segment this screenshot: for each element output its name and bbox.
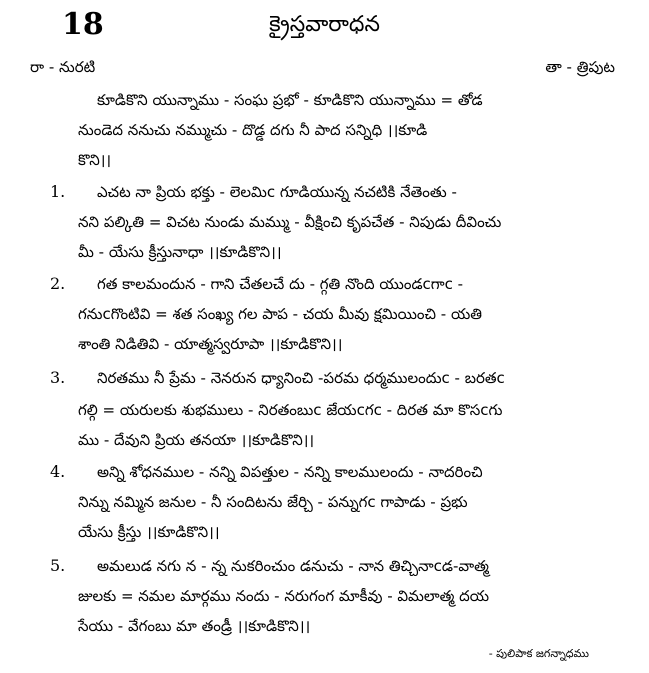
stanza-line: గనుcగొంటివి = శత సంఖ్య గల పాప - చయ మీవు క్షమియించి - యతి — [78, 305, 482, 323]
stanza-number: 1. — [50, 182, 66, 201]
stanza-line: నని పల్కితి = విచట నుండు మమ్ము - వీక్షించి కృపచేత - నిపుడు దీవించు — [78, 213, 502, 231]
pallavi-line: కొని।। — [78, 151, 112, 169]
author-credit: - పులిపాక జగన్నాధము — [488, 647, 589, 660]
stanza-number: 4. — [50, 462, 66, 481]
stanza-number: 3. — [50, 368, 66, 387]
hymn-number: 18 — [62, 7, 104, 42]
stanza-line: గల్గి = యరులకు శుభములు - నిరతంబుc జేయcగc - దిరత మా కొసcగు — [78, 401, 503, 419]
stanza-number: 5. — [50, 556, 66, 575]
stanza-line: జులకు = నమల మార్గము నందు - నరుగంగ మాకీవు - విమలాత్మ దయ — [78, 587, 490, 605]
stanza-line: శాంతి నిడితివి - యాత్మస్వరూపా ।।కూడికొని।। — [78, 335, 343, 353]
stanza-line: అమలుడ నగు న - న్న నుకరించుం డనుచు - నాన తిచ్చినాcడ-వాత్మ — [97, 557, 489, 575]
raga-label: రా - నురటి — [30, 58, 96, 76]
stanza-line: నిన్ను నమ్మిన జనుల - నీ సందిటను జేర్చి - పన్నుగc గాపాడు - ప్రభు — [78, 493, 468, 511]
stanza-line: మీ - యేసు క్రీస్తునాధా ।।కూడికొని।। — [78, 243, 282, 261]
hymn-title: క్రైస్తవారాధన — [269, 12, 380, 37]
stanza-line: ము - దేవుని ప్రియ తనయా ।।కూడికొని।। — [78, 431, 315, 449]
stanza-number: 2. — [50, 274, 66, 293]
stanza-line: సేయు - వేగంబు మా తండ్రీ ।।కూడికొని।। — [78, 617, 311, 635]
stanza-line: అన్ని శోధనముల - నన్ని విపత్తుల - నన్ని కాలములందు - నాదరించి — [97, 463, 483, 481]
stanza-line: ఎచట నా ప్రియ భక్తు - లెలమిc గూడియున్న నచటికి నేతెంతు - — [97, 183, 457, 201]
stanza-line: గత కాలమందున - గాని చేతలచే దు - గ్గతి నొంది యుండcగాc - — [97, 275, 464, 293]
pallavi-line: నుండెద ననుచు నమ్ముచు - దొడ్డ దగు నీ పాద సన్నిధి ।।కూడి — [78, 121, 428, 139]
stanza-line: నిరతము నీ ప్రేమ - నెనరున ధ్యానించి -పరమ ధర్మములందుc - బరతc — [97, 369, 505, 387]
stanza-line: యేసు క్రీస్తు ।।కూడికొని।। — [78, 523, 220, 541]
tala-label: తా - త్రిపుట — [545, 58, 615, 76]
pallavi-line: కూడికొని యున్నాము - సంఘ ప్రభో - కూడికొని యున్నాము = తోడ — [97, 91, 483, 109]
